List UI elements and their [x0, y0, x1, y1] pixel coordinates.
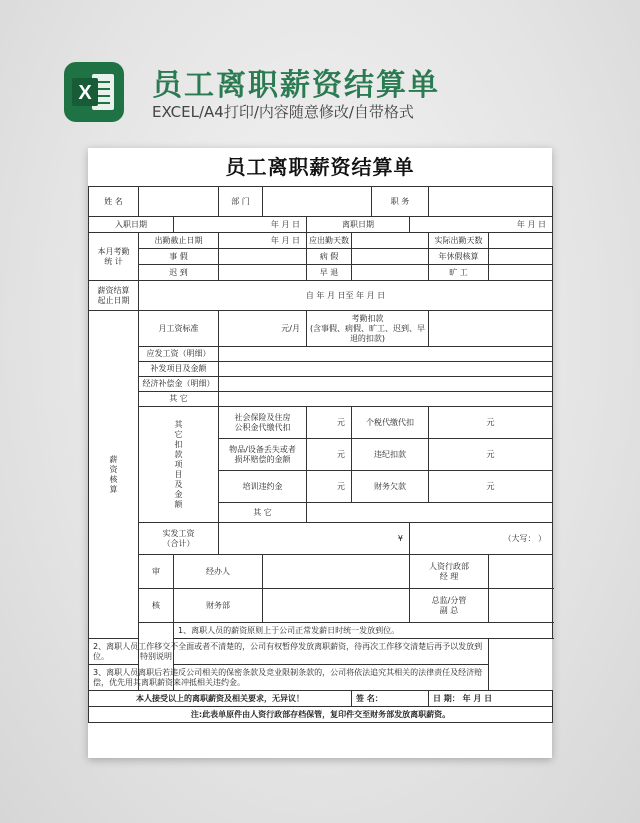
monthly-std-field[interactable]: 元/月 [219, 311, 307, 347]
table-row [89, 187, 553, 217]
early-field[interactable] [352, 265, 429, 281]
cutoff-label: 出勤截止日期 [139, 233, 219, 249]
actual-pay-currency[interactable]: ¥ [219, 523, 410, 555]
table-row [89, 233, 553, 249]
leave-date-field[interactable]: 年 月 日 [410, 217, 553, 233]
form-paper [88, 148, 552, 758]
table-row [89, 407, 553, 439]
review-label-top: 审 [139, 555, 174, 589]
notes-label: 特别说明 [139, 623, 174, 691]
annual-leave-label: 年休假核算 [429, 249, 489, 265]
other-label: 其 它 [139, 392, 219, 407]
position-label: 职 务 [372, 187, 429, 217]
personal-leave-label: 事 假 [139, 249, 219, 265]
attendance-label: 本月考勤 统 计 [89, 233, 139, 281]
page-subtitle: EXCEL/A4打印/内容随意修改/自带格式 [152, 103, 414, 121]
logo-letter: X [78, 82, 92, 104]
page-title: 员工离职薪资结算单 [152, 68, 440, 103]
late-label: 迟 到 [139, 265, 219, 281]
debt-field[interactable]: 元 [429, 471, 553, 503]
table-row [89, 392, 553, 407]
absent-field[interactable] [489, 265, 553, 281]
name-label: 姓 名 [89, 187, 139, 217]
table-row [89, 217, 553, 233]
actual-days-label: 实际出勤天数 [429, 233, 489, 249]
monthly-std-label: 月工资标准 [139, 311, 219, 347]
table-row [89, 311, 553, 347]
attendance-deduct-field[interactable] [429, 311, 553, 347]
absent-label: 旷 工 [429, 265, 489, 281]
finance-field[interactable] [263, 589, 410, 623]
hr-manager-label: 人资行政部 经 理 [410, 555, 489, 589]
handler-label: 经办人 [174, 555, 263, 589]
debt-label: 财务欠款 [352, 471, 429, 503]
violation-label: 违纪扣款 [352, 439, 429, 471]
leave-date-label: 离职日期 [307, 217, 410, 233]
page-header [0, 0, 640, 140]
supplement-label: 补发项目及金额 [139, 362, 219, 377]
cutoff-field[interactable]: 年 月 日 [219, 233, 307, 249]
form-title: 员工离职薪资结算单 [225, 155, 415, 179]
training-label: 培训违约金 [219, 471, 307, 503]
other2-field[interactable] [307, 503, 553, 523]
actual-pay-words[interactable]: （大写： ） [410, 523, 553, 555]
table-row [89, 623, 553, 639]
goods-loss-label: 物品/设备丢失或者 损坏赔偿的金额 [219, 439, 307, 471]
payable-field[interactable] [219, 347, 553, 362]
name-field[interactable] [139, 187, 219, 217]
actual-days-field[interactable] [489, 233, 553, 249]
period-label: 薪资结算 起止日期 [89, 281, 139, 311]
salary-section-label: 薪 资 核 算 [89, 311, 139, 639]
entry-date-field[interactable]: 年 月 日 [174, 217, 307, 233]
table-row [89, 589, 553, 623]
position-field[interactable] [429, 187, 553, 217]
review-label-bottom: 核 [139, 589, 174, 623]
compensation-field[interactable] [219, 377, 553, 392]
payable-label: 应发工资（明细） [139, 347, 219, 362]
entry-date-label: 入职日期 [89, 217, 174, 233]
period-field[interactable]: 自 年 月 日至 年 月 日 [139, 281, 553, 311]
excel-logo-icon [62, 60, 126, 124]
compensation-label: 经济补偿金（明细） [139, 377, 219, 392]
social-insurance-label: 社会保险及住房 公积金代缴代扣 [219, 407, 307, 439]
table-row [89, 281, 553, 311]
goods-loss-field[interactable]: 元 [307, 439, 352, 471]
dept-label: 部 门 [219, 187, 263, 217]
table-row [89, 707, 553, 723]
footer-note: 注:此表单原件由人资行政部存档保管，复印件交至财务部发放离职薪资。 [89, 707, 553, 723]
sign-field[interactable]: 签 名： [352, 691, 429, 707]
actual-pay-label: 实发工资 （合计） [139, 523, 219, 555]
table-row [89, 265, 553, 281]
due-days-field[interactable] [352, 233, 429, 249]
dept-field[interactable] [263, 187, 372, 217]
hr-manager-field[interactable] [489, 555, 553, 589]
early-label: 早 退 [307, 265, 352, 281]
table-row [89, 665, 553, 691]
tax-field[interactable]: 元 [429, 407, 553, 439]
table-row [89, 249, 553, 265]
confirm-text: 本人接受以上的离职薪资及相关要求，无异议！ [89, 691, 352, 707]
tax-label: 个税代缴代扣 [352, 407, 429, 439]
note-2: 2、离职人员工作移交不全面或者不清楚的，公司有权暂停发放离职薪资，待再次工作移交清楚后再予以发放到位。 [89, 639, 489, 665]
other2-label: 其 它 [219, 503, 307, 523]
date-field[interactable]: 日 期： 年 月 日 [429, 691, 553, 707]
table-row [89, 377, 553, 392]
table-row [89, 691, 553, 707]
social-insurance-field[interactable]: 元 [307, 407, 352, 439]
note-1: 1、离职人员的薪资原则上于公司正常发薪日时统一发放到位。 [174, 623, 553, 639]
table-row [89, 362, 553, 377]
due-days-label: 应出勤天数 [307, 233, 352, 249]
settlement-table [88, 186, 553, 723]
annual-leave-field[interactable] [489, 249, 553, 265]
table-row [89, 523, 553, 555]
handler-field[interactable] [263, 555, 410, 589]
attendance-deduct-label: 考勤扣款 (含事假、病假、旷工、迟到、早退的扣款) [307, 311, 429, 347]
sick-leave-label: 病 假 [307, 249, 352, 265]
sick-leave-field[interactable] [352, 249, 429, 265]
personal-leave-field[interactable] [219, 249, 307, 265]
other-deduct-label: 其 它 扣 款 项 目 及 金 额 [139, 407, 219, 523]
table-row [89, 555, 553, 589]
finance-label: 财务部 [174, 589, 263, 623]
table-row [89, 347, 553, 362]
supplement-field[interactable] [219, 362, 553, 377]
late-field[interactable] [219, 265, 307, 281]
note-3: 3、离职人员离职后若违反公司相关的保密条款及竞业限制条款的，公司将依法追究其相关的法律责任及经济赔偿，优先用其离职薪资来冲抵相关违约金。 [89, 665, 489, 691]
other-field[interactable] [219, 392, 553, 407]
director-label: 总监/分管 副 总 [410, 589, 489, 623]
director-field[interactable] [489, 589, 553, 623]
violation-field[interactable]: 元 [429, 439, 553, 471]
training-field[interactable]: 元 [307, 471, 352, 503]
